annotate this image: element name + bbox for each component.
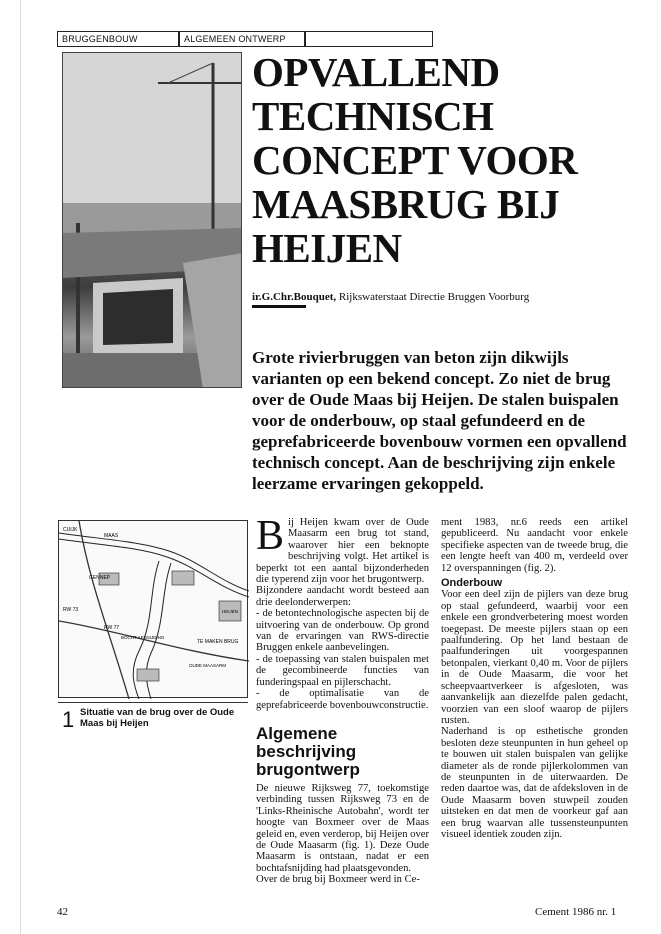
article-title [252, 50, 632, 270]
caption-rule [58, 702, 248, 703]
map-label: BOCHT AFSNIJDING [121, 635, 165, 640]
header-section: BRUGGENBOUW [57, 31, 179, 47]
map-label: RW 73 [63, 607, 79, 613]
paragraph: - de toepassing van stalen buispalen met de gecombineerde functies van funderingspaal en pijlerschacht. [256, 653, 429, 688]
page-number: 42 [57, 906, 68, 918]
paragraph: ment 1983, nr.6 reeds een artikel gepubliceerd. Nu aandacht voor enkele specifieke aspecten van de tweede brug, die een lengte heeft van 400 m, verdeeld over 12 overspanningen (fig. 2). [441, 517, 628, 574]
paragraph: - de betontechnologische aspecten bij de uitvoering van de onderbouw. Op grond van de ervaringen van RWS-directie Bruggen enkele aanbevelingen. [256, 608, 429, 654]
text-column-2 [441, 517, 628, 840]
paragraph: Naderhand is op esthetische gronden besloten deze steunpunten in hun geheel op te bouwen uit stalen buispalen van gelijke diameter als de ronde pijlerkolommen van de steunpunten in de uiterwaarden. De reden daartoe was, dat de afdeksloven in de Oude Maasarm boven stuwpeil zouden uitsteken en dat men de voorkeur gaf aan een brug waarvan alle tussensteunpunten visueel identiek zouden zijn. [441, 726, 628, 840]
map-label: TE MAKEN BRUG [197, 639, 239, 645]
situation-map [58, 520, 248, 698]
paragraph: - de optimalisatie van de geprefabriceerde bovenbouwconstructie. [256, 688, 429, 711]
subsection-heading: Onderbouw [441, 577, 503, 590]
title-line: TECHNISCH [252, 93, 494, 139]
section-heading: Algemene beschrijving brugontwerp [256, 723, 360, 779]
title-line: CONCEPT VOOR [252, 137, 578, 183]
paragraph: Over de brug bij Boxmeer werd in Ce- [256, 874, 420, 886]
map-label: MAAS [104, 533, 119, 539]
figure-caption: Situatie van de brug over de Oude Maas bij Heijen [80, 707, 235, 729]
paragraph: Bijzondere aandacht wordt besteed aan drie deelonderwerpen: [256, 585, 429, 608]
paragraph: De nieuwe Rijksweg 77, toekomstige verbinding tussen Rijksweg 73 en de 'Links-Rheinische Autobahn', wordt ter hoogte van Boxmeer over de Maas geleid en, even verderop, bij Heijen over de Oude Maasarm (fig. 1). Deze Oude Maasarm is ontstaan, nadat er een bochtafsnijding had plaatsgevonden. [256, 782, 429, 874]
paragraph: Voor een deel zijn de pijlers van deze brug op staal gefundeerd, waarbij voor een enkele een grondverbetering moest worden toegepast. De meeste pijlers staan op een paalfundering. Op het land bestaan de paalfunderingen uit voorgespannen betonpalen, vierkant 0,40 m. Voor de pijlers in de Oude Maasarm, die voor het scheepvaartverkeer is afgesloten, was aanvankelijk aan diezelfde palen gedacht, voorzien van een sloof waarop de pijlers rusten. [441, 589, 628, 726]
map-label: RW 77 [104, 625, 120, 631]
map-label: OUDE MAASARM [189, 663, 227, 668]
title-line: HEIJEN [252, 225, 402, 271]
author-rule [252, 305, 306, 308]
header-empty-cell [305, 31, 433, 47]
journal-reference: Cement 1986 nr. 1 [535, 906, 617, 918]
text-column-1 [256, 513, 429, 886]
map-label: HEIJEN [222, 609, 239, 614]
map-label: CUIJK [63, 527, 78, 533]
drop-cap: B [256, 513, 285, 559]
header-category: ALGEMEEN ONTWERP [179, 31, 305, 47]
title-line: OPVALLEND [252, 49, 500, 95]
page-edge-shadow [20, 0, 21, 934]
map-label: GENNEP [89, 575, 111, 581]
author-line [252, 291, 529, 303]
figure-number: 1 [62, 707, 75, 732]
author-name: ir.G.Chr.Bouquet, [252, 291, 337, 303]
author-affiliation: Rijkswaterstaat Directie Bruggen Voorburg [338, 291, 530, 303]
construction-photo [62, 52, 242, 388]
title-line: MAASBRUG BIJ [252, 181, 560, 227]
paragraph: ij Heijen kwam over de Oude Maasarm een brug tot stand, waarover hier een beknopte beschrijving volgt. Het artikel is beperkt tot een aantal bijzonderheden die typerend zijn voor het brugontwerp. [256, 517, 429, 586]
intro-paragraph: Grote rivierbruggen van beton zijn dikwijls varianten op een bekend concept. Zo niet de brug over de Oude Maas bij Heijen. De stalen buispalen voor de onderbouw, op staal gefundeerd en de geprefabriceerde bovenbouw vormen een opvallend technisch concept. Aan de beschrijving zijn enkele leerzame ervaringen gekoppeld. [252, 348, 627, 493]
